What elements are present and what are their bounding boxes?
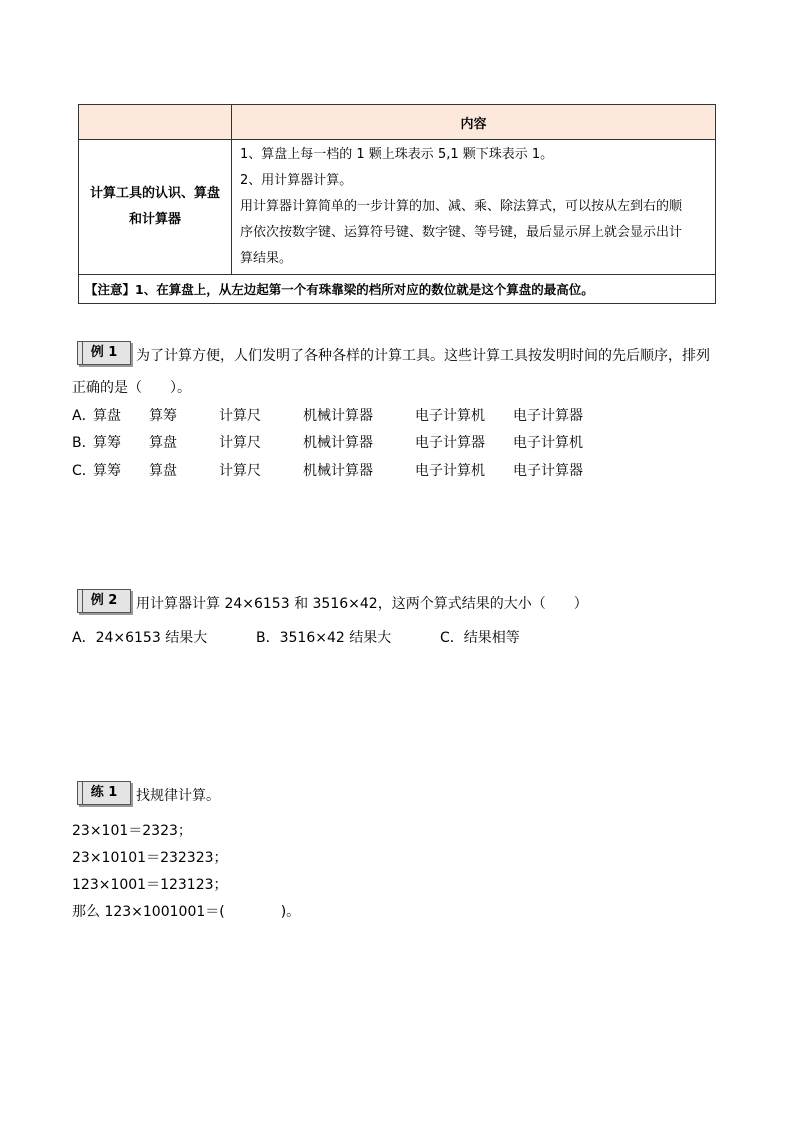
- table-note-cell: 【注意】1、在算盘上，从左边起第一个有珠靠梁的档所对应的数位就是这个算盘的最高位。: [79, 275, 716, 304]
- practice1-line: 23×101＝2323；: [72, 823, 192, 839]
- content-line: 1、算盘上每一档的 1 颗上珠表示 5,1 颗下珠表示 1。: [240, 147, 554, 162]
- practice1-line: 123×1001＝123123；: [72, 877, 228, 893]
- table-header-empty: [79, 105, 232, 140]
- worksheet-page: 内容 计算工具的认识、算盘和计算器 1、算盘上每一档的 1 颗上珠表示 5,1 颗下珠表示 1。 2、用计算器计算。 用计算器计算简单的一步计算的加、减、乘、除法算式，可以按从左到右的顺 序依次按数字键、运算符号键、数字键、等号键，最后显示屏上就会显示出计 算结果。 【注意】1、在算盘上，从左边起第一个有珠靠梁的档所对应的数位就是这个算盘的最高位。 例 1 为了计算方便，人们发明了各种各样的计算工具。这些计算工具按发明时间的先后顺序，排列 正确的是（ ）。 A． 算盘 算筹 计算尺 机械计算器 电子计算机 电子计算器 B． 算筹 算盘 计算尺 机械计算器 电子计算器 电子计算机 C． 算筹 算盘 计算尺 机械计算器 电子计算机 电子计算器 例 2 用计算器计算 24×6153 和 3516×42，这两个算式结果的大小（ ） A．24×6153 结果大 B．3516×42 结果大 C．结果相等 练 1 找规律计算。 23×101＝2323； 23×10101＝232323； 123×1001＝123123； 那么 123×1001001＝( )。: [0, 0, 794, 1123]
- content-line: 用计算器计算简单的一步计算的加、减、乘、除法算式，可以按从左到右的顺: [240, 199, 683, 214]
- practice1-answer-line: 那么 123×1001001＝( )。: [72, 904, 301, 920]
- practice1-question: 找规律计算。: [136, 788, 220, 804]
- example1-question-line2: 正确的是（ ）。: [72, 380, 191, 396]
- table-content-cell: [232, 140, 716, 275]
- practice1-line: 23×10101＝232323；: [72, 850, 228, 866]
- example1-question-line1: 为了计算方便，人们发明了各种各样的计算工具。这些计算工具按发明时间的先后顺序，排列: [136, 348, 710, 364]
- example2-label: 例 2: [77, 589, 131, 613]
- content-line: 2、用计算器计算。: [240, 173, 353, 188]
- example2-question: 用计算器计算 24×6153 和 3516×42，这两个算式结果的大小（ ）: [136, 596, 588, 612]
- table-header-content: 内容: [232, 105, 716, 140]
- knowledge-table: [78, 104, 716, 304]
- content-line: 序依次按数字键、运算符号键、数字键、等号键，最后显示屏上就会显示出计: [240, 225, 683, 240]
- table-note-row: [79, 275, 716, 304]
- table-content-row: [79, 140, 716, 275]
- table-header-row: [79, 105, 716, 140]
- example1-label: 例 1: [77, 341, 131, 365]
- table-topic-cell: 计算工具的认识、算盘和计算器: [79, 140, 232, 275]
- practice1-label: 练 1: [77, 781, 131, 805]
- content-line: 算结果。: [240, 251, 293, 266]
